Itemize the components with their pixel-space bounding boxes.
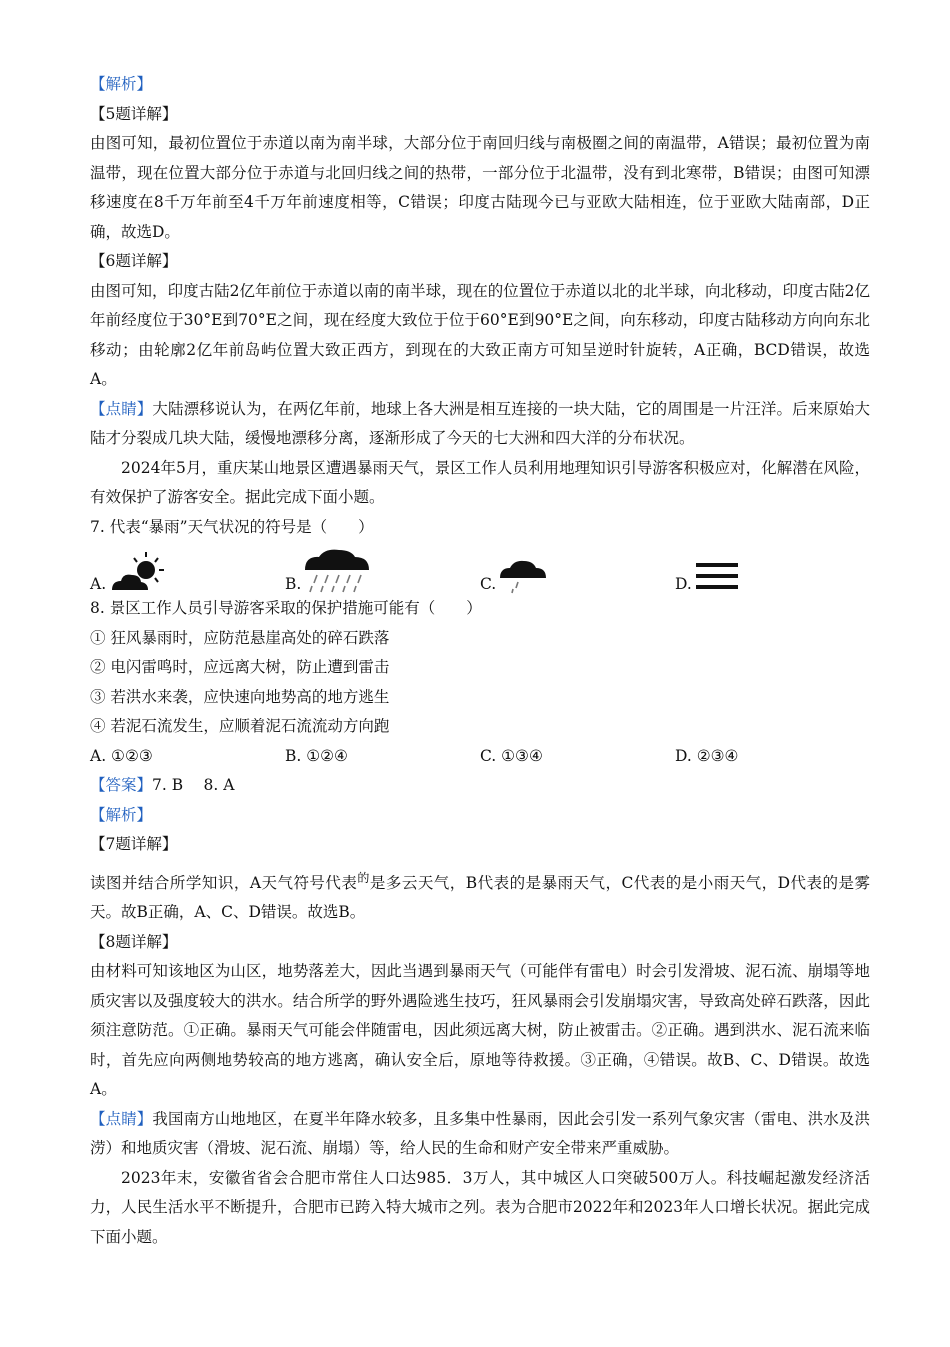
q8-item-4: ④ 若泥石流发生，应顺着泥石流流动方向跑 bbox=[90, 717, 390, 735]
comment-block-1 bbox=[90, 395, 870, 454]
material-paragraph-2: 2023年末，安徽省省会合肥市常住人口达985．3万人，其中城区人口突破500万人。科技崛起激发经济活力，人民生活水平不断提升，合肥市已跨入特大城市之列。表为合肥市2022年和2023年人口增长状况。据此完成下面小题。 bbox=[90, 1168, 870, 1246]
partly-cloudy-sun-icon bbox=[108, 548, 168, 594]
q8-stem: 8. 景区工作人员引导游客采取的保护措施可能有（ ） bbox=[90, 599, 482, 617]
comment-block-2 bbox=[90, 1105, 870, 1164]
q8-detail-tag: 【8题详解】 bbox=[90, 932, 178, 951]
heavy-rain-cloud-icon bbox=[303, 548, 373, 594]
answer-line bbox=[90, 771, 870, 801]
comment-tag-2: 【点睛】 bbox=[90, 1109, 153, 1128]
q8-item-1: ① 狂风暴雨时，应防范悬崖高处的碎石跌落 bbox=[90, 628, 390, 647]
q8-option-c: C. ①③④ bbox=[480, 746, 543, 765]
q7-explanation bbox=[90, 864, 870, 928]
analysis-tag-2: 【解析】 bbox=[90, 805, 153, 824]
q5-detail-tag: 【5题详解】 bbox=[90, 104, 178, 123]
answer-tag: 【答案】 bbox=[90, 776, 153, 794]
option-label: D. bbox=[675, 575, 692, 593]
q7-explanation-superscript: 的 bbox=[357, 870, 370, 885]
comment-text-2: 我国南方山地地区，在夏半年降水较多，且多集中性暴雨，因此会引发一系列气象灾害（雷电、洪水及洪涝）和地质灾害（滑坡、泥石流、崩塌）等，给人民的生命和财产安全带来严重威胁。 bbox=[90, 1109, 870, 1157]
option-label: B. bbox=[285, 575, 302, 593]
q7-detail-tag: 【7题详解】 bbox=[90, 835, 178, 853]
fog-lines-icon bbox=[694, 558, 742, 594]
q8-option-b: B. ①②④ bbox=[285, 746, 348, 765]
q7-symbol-options bbox=[90, 544, 870, 594]
q7-option-d bbox=[675, 558, 870, 594]
q8-explanation: 由材料可知该地区为山区，地势落差大，因此当遇到暴雨天气（可能伴有雷电）时会引发滑坡、泥石流、崩塌等地质灾害以及强度较大的洪水。结合所学的野外遇险逃生技巧，狂风暴雨会引发崩塌灾害，导致高处碎石跌落，因此须注意防范。①正确。暴雨天气可能会伴随雷电，因此须远离大树，防止被雷击。②正确。遇到洪水、泥石流来临时，首先应向两侧地势较高的地方逃离，确认安全后，原地等待救援。③正确，④错误。故B、C、D错误。故选A。 bbox=[90, 962, 870, 1098]
q7-option-a bbox=[90, 548, 285, 594]
light-rain-cloud-icon bbox=[498, 554, 550, 594]
q8-item-3: ③ 若洪水来袭，应快速向地势高的地方逃生 bbox=[90, 687, 390, 706]
document-page bbox=[90, 70, 870, 1252]
q7-explanation-part-a: 读图并结合所学知识，A天气符号代表 bbox=[90, 873, 358, 892]
q6-detail-tag: 【6题详解】 bbox=[90, 252, 178, 270]
material-paragraph-1: 2024年5月，重庆某山地景区遭遇暴雨天气，景区工作人员利用地理知识引导游客积极应对，化解潜在风险，有效保护了游客安全。据此完成下面小题。 bbox=[90, 458, 870, 506]
q7-explanation-part-b: 是多云天气，B代表的是暴雨天气，C代表的是小雨天气，D代表的是雾天。故B正确，A、C、D错误。故选B。 bbox=[90, 873, 870, 921]
q7-option-b bbox=[285, 548, 480, 594]
q8-options bbox=[90, 742, 870, 772]
answer-text: 7. B 8. A bbox=[152, 776, 235, 794]
q5-explanation: 由图可知，最初位置位于赤道以南为南半球，大部分位于南回归线与南极圈之间的南温带，A错误；最初位置为南温带，现在位置大部分位于赤道与北回归线之间的热带，一部分位于北温带，没有到北寒带，B错误；由图可知漂移速度在8千万年前至4千万年前速度相等，C错误；印度古陆现今已与亚欧大陆相连，位于亚欧大陆南部，D正确，故选D。 bbox=[90, 134, 870, 241]
q8-option-d: D. ②③④ bbox=[675, 746, 739, 765]
option-label: A. bbox=[90, 575, 107, 593]
analysis-tag: 【解析】 bbox=[90, 75, 153, 93]
q7-option-c bbox=[480, 554, 675, 594]
comment-text: 大陆漂移说认为，在两亿年前，地球上各大洲是相互连接的一块大陆，它的周围是一片汪洋。后来原始大陆才分裂成几块大陆，缓慢地漂移分离，逐渐形成了今天的七大洲和四大洋的分布状况。 bbox=[90, 399, 870, 447]
q8-item-2: ② 电闪雷鸣时，应远离大树，防止遭到雷击 bbox=[90, 658, 390, 676]
q8-option-a: A. ①②③ bbox=[90, 746, 153, 765]
q7-stem: 7. 代表“暴雨”天气状况的符号是（ ） bbox=[90, 517, 374, 536]
q6-explanation: 由图可知，印度古陆2亿年前位于赤道以南的南半球，现在的位置位于赤道以北的北半球，向北移动，印度古陆2亿年前经度位于30°E到70°E之间，现在经度大致位于位于60°E到90°E之间，向东移动，印度古陆移动方向向东北移动；由轮廓2亿年前岛屿位置大致正西方，到现在的大致正南方可知呈逆时针旋转，A正确，BCD错误，故选A。 bbox=[90, 281, 870, 388]
option-label: C. bbox=[480, 575, 497, 593]
comment-tag: 【点睛】 bbox=[90, 399, 153, 418]
